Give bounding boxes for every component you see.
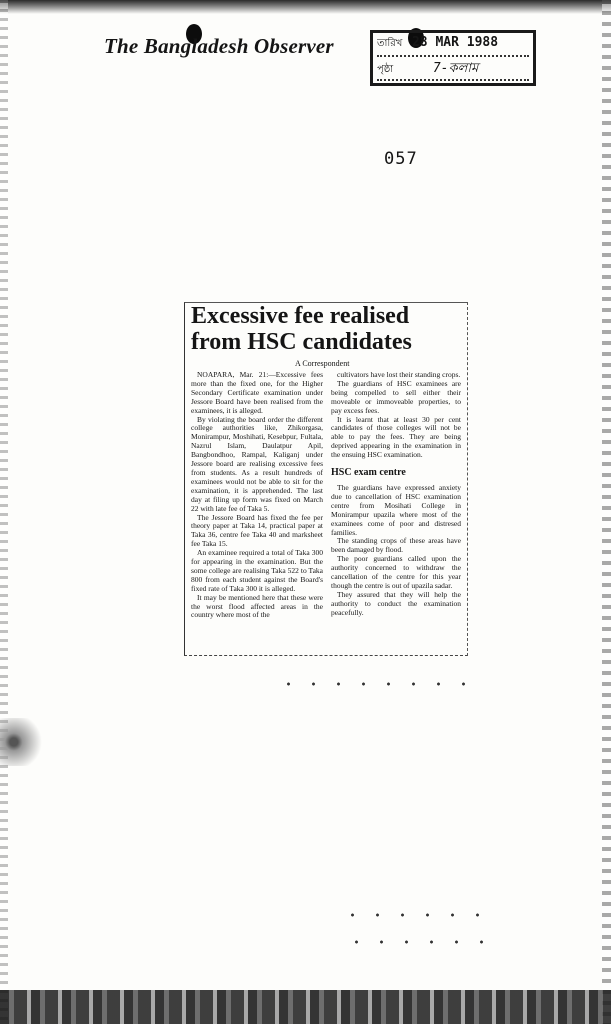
stamp-page-row — [377, 59, 529, 81]
stamp-date-row — [377, 35, 529, 57]
article-column-right — [331, 371, 461, 618]
article-headline — [191, 303, 412, 355]
stamp-date-label: তারিখ — [377, 38, 403, 49]
article-subheading: HSC exam centre — [331, 467, 406, 479]
article-paragraph: It is learnt that at least 30 per cent candidates of those colleges will not be able to pay the fees. They are being deprived appearing in the examination in the ensuing HSC examination. — [331, 414, 461, 460]
scan-dot-row — [340, 913, 490, 917]
article-paragraph: cultivators have lost their standing crops. — [337, 370, 461, 379]
headline-line-1: Excessive fee realised — [191, 303, 410, 329]
stamp-date: 28 MAR 1988 — [411, 35, 499, 50]
news-clipping — [184, 302, 468, 656]
article-paragraph: The poor guardians called upon the authority concerned to withdraw the cancellation of the centre for this year though the centre is out of upazila sadar. — [331, 554, 461, 590]
scan-right-edge — [602, 0, 611, 1024]
scan-dot-row — [344, 940, 494, 944]
article-byline: A Correspondent — [295, 359, 350, 368]
newspaper-masthead: The Bangladesh Observer — [104, 34, 334, 58]
article-paragraph: The guardians have expressed anxiety due to cancellation of HSC examination centre from Mosihati College in Monirampur upazila where most of the examinees come of poor and distresed families. — [331, 482, 461, 537]
article-paragraph: By violating the board order the different college authorities like, Zhikorgasa, Monirampur, Moshihati, Kesebpur, Fultala, Nazrul Islam, Daulatpur Apil, Bangbondhoo, Rampal, Kaliganj under Jessore board are realising excessive fees from students. As a result hundreds of examinees would not be able to sit for the examination, it is apprehended. The last day at filing up form was fixed on March 22 with late fee of Taka 5. — [191, 414, 323, 513]
article-paragraph: They assured that they will help the authority to conduct the examination peacefully. — [331, 589, 461, 617]
article-paragraph: NOAPARA, Mar. 21:—Excessive fees more than the fixed one, for the Higher Secondary Certificate examination under Jessore Board have been realised from the examinees, it is alleged. — [191, 370, 323, 415]
article-paragraph: The standing crops of these areas have been damaged by flood. — [331, 536, 461, 555]
stamp-page-value: 7-কলাম — [432, 61, 479, 76]
stamp-page-label: পৃষ্ঠা — [377, 64, 394, 75]
article-paragraph: It may be mentioned here that these were the worst flood affected areas in the country where most of the — [191, 592, 323, 620]
scan-smudge — [0, 718, 46, 766]
scan-left-edge — [0, 0, 8, 1024]
scan-top-edge — [0, 0, 611, 14]
article-paragraph: The guardians of HSC examinees are being compelled to sell either their moveable or immoveable properties, to pay excess fees. — [331, 378, 461, 415]
article-paragraph: The Jessore Board has fixed the fee per theory paper at Taka 14, practical paper at Taka 36, centre fee Taka 40 and marksheet fee Taka 15. — [191, 512, 323, 549]
date-stamp — [370, 30, 536, 86]
headline-line-2: from HSC candidates — [191, 329, 412, 355]
article-paragraph: An examinee required a total of Taka 300 for appearing in the examination. But the some college are realising Taka 522 to Taka 800 from each student against the Board's fixed rate of Taka 300 it is alleged. — [191, 548, 323, 593]
scan-dot-row — [276, 682, 486, 686]
scan-bottom-edge — [0, 990, 611, 1024]
article-column-left — [191, 371, 323, 620]
archive-page-number: 057 — [384, 149, 418, 169]
